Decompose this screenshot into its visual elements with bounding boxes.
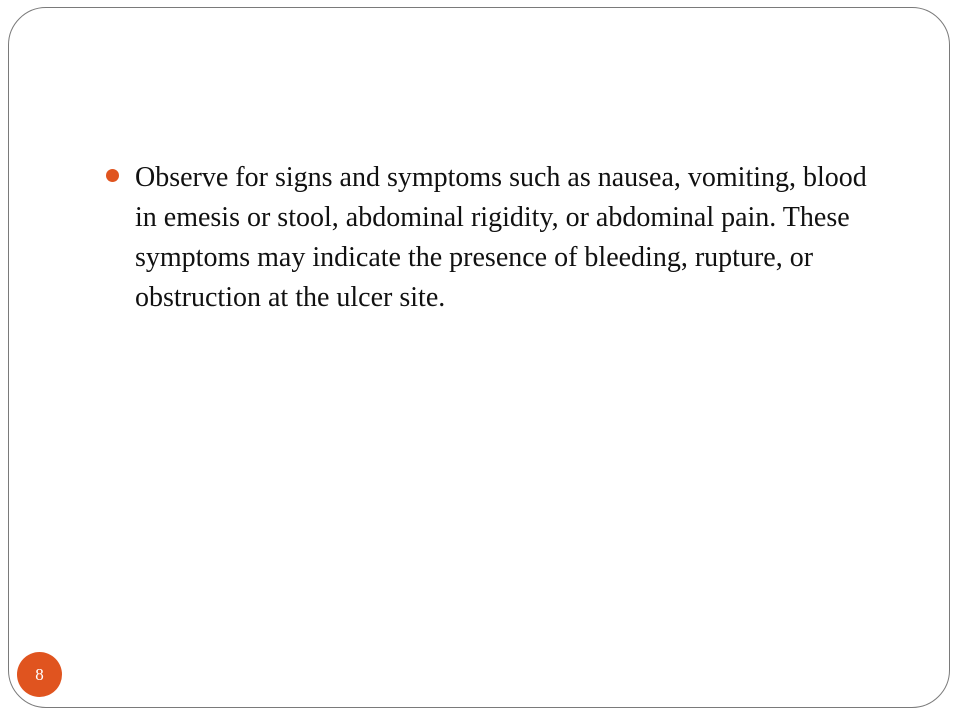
slide-frame (8, 7, 950, 708)
bullet-text: Observe for signs and symptoms such as nausea, vomiting, blood in emesis or stool, abdominal rigidity, or abdominal pain. These symptoms may indicate the presence of bleeding, rupture, or obstruction at the ulcer site. (135, 162, 867, 313)
page-number-badge: 8 (17, 652, 62, 697)
bullet-item (103, 158, 893, 318)
slide-content (103, 158, 893, 318)
bullet-dot-icon (106, 169, 119, 182)
